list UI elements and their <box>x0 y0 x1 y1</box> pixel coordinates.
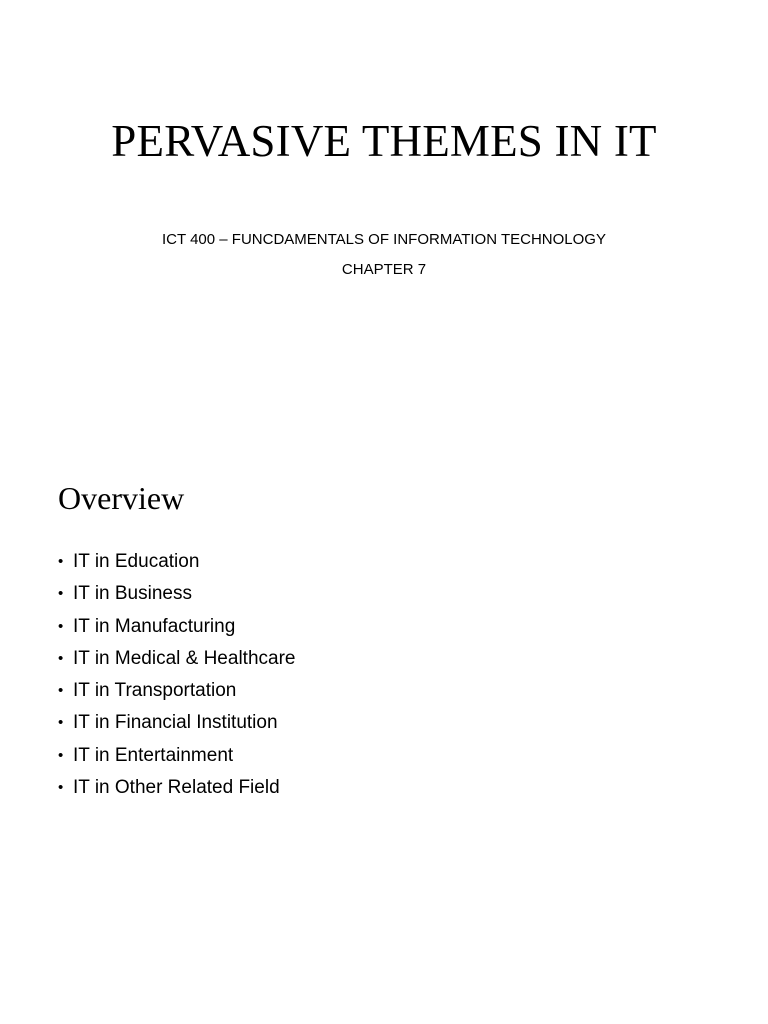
chapter-subtitle: CHAPTER 7 <box>341 261 427 278</box>
list-item-label: IT in Other Related Field <box>73 777 280 799</box>
overview-slide <box>0 420 768 1024</box>
bullet-icon: • <box>58 746 64 764</box>
list-item <box>58 549 295 581</box>
list-item <box>58 743 295 775</box>
title-slide <box>0 0 768 420</box>
bullet-icon: • <box>58 682 64 700</box>
list-item <box>58 710 295 742</box>
list-item <box>58 646 295 678</box>
bullet-icon: • <box>58 585 64 603</box>
list-item <box>58 775 295 807</box>
overview-bullet-list <box>58 549 295 807</box>
bullet-icon: • <box>58 714 64 732</box>
list-item-label: IT in Manufacturing <box>73 615 236 637</box>
list-item-label: IT in Medical & Healthcare <box>73 647 296 669</box>
course-subtitle: ICT 400 – FUNCDAMENTALS OF INFORMATION TECHNOLOGY <box>162 231 606 248</box>
list-item-label: IT in Education <box>73 551 200 572</box>
overview-heading: Overview <box>58 480 185 516</box>
bullet-icon: • <box>58 779 64 797</box>
list-item-label: IT in Financial Institution <box>73 712 278 734</box>
list-item-label: IT in Entertainment <box>73 744 234 766</box>
bullet-icon: • <box>58 617 64 635</box>
list-item-label: IT in Transportation <box>73 680 237 702</box>
list-item <box>58 581 295 613</box>
bullet-icon: • <box>58 553 64 570</box>
list-item <box>58 614 295 646</box>
slide-title: PERVASIVE THEMES IN IT <box>111 116 657 166</box>
list-item <box>58 678 295 710</box>
list-item-label: IT in Business <box>73 583 192 605</box>
bullet-icon: • <box>58 649 64 667</box>
